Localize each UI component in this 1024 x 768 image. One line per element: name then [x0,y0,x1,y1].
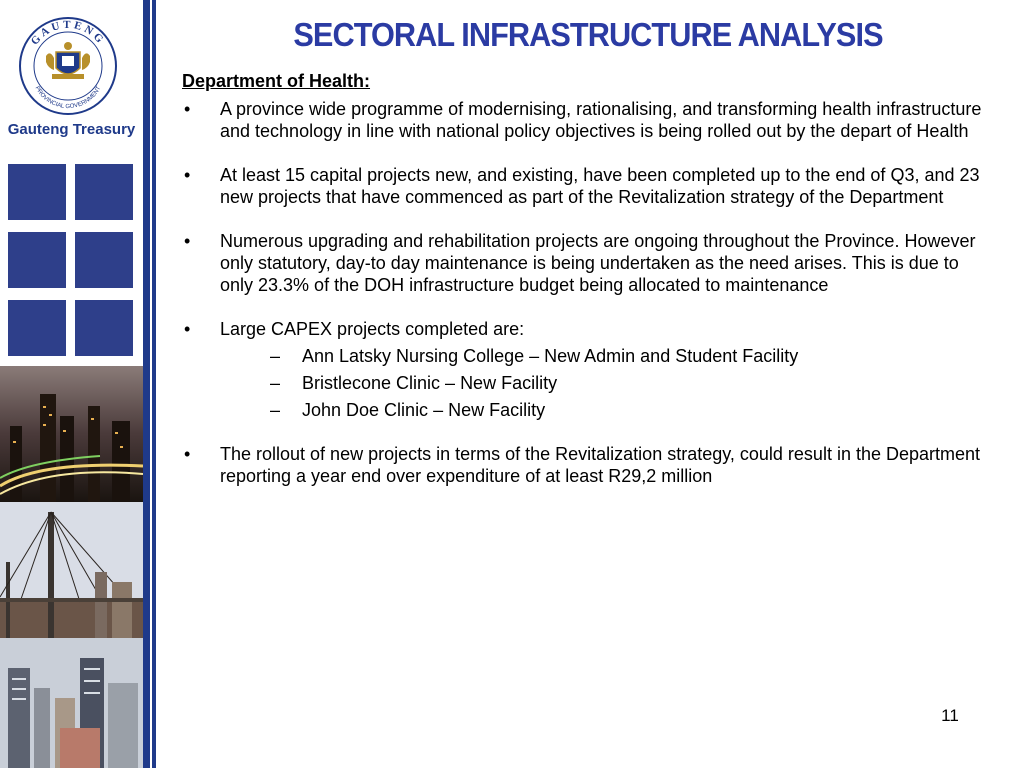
bullet-item [182,230,992,296]
slide-title: SECTORAL INFRASTRUCTURE ANALYSIS [293,16,883,53]
bullet-item [182,98,992,142]
svg-text:PROVINCIAL GOVERNMENT: PROVINCIAL GOVERNMENT [33,85,103,111]
sidebar-divider [143,0,150,768]
org-name: Gauteng Treasury [7,121,136,138]
bullet-marker: • [184,99,191,119]
decorative-tile [8,300,66,356]
bullet-text: Numerous upgrading and rehabilitation projects are ongoing throughout the Province. However only statutory, day-to day maintenance is being undertaken as the need arises. This is due to only 23.3% of the DOH infrastructure budget being allocated to maintenance [220,231,976,295]
bullet-item [182,318,992,421]
bridge-photo [0,502,143,638]
bullet-marker: • [184,231,191,251]
sub-bullet-item [220,345,992,367]
decorative-tile [75,300,133,356]
decorative-tile [75,232,133,288]
sidebar-divider [152,0,156,768]
sub-bullet-item [220,372,992,394]
bullet-text: Large CAPEX projects completed are: [220,319,525,339]
bullet-marker: • [184,319,191,339]
bullet-marker: • [184,165,191,185]
decorative-tile [8,164,66,220]
svg-text:GAUTENG: GAUTENG [28,18,108,48]
slide-content [182,70,992,509]
bullet-text: The rollout of new projects in terms of the Revitalization strategy, could result in the Department reporting a year end over expenditure of at least R29,2 million [220,444,981,486]
city-skyline-photo [0,638,143,768]
sub-bullet-marker: – [270,400,281,420]
night-city-photo [0,366,143,502]
bullet-marker: • [184,444,191,464]
section-heading: Department of Health: [182,71,371,91]
bullet-item [182,443,992,487]
sub-bullet-item [220,399,992,421]
bullet-item [182,164,992,208]
bullet-text: A province wide programme of modernising, rationalising, and transforming health infrastructure and technology in line with national policy objectives is being rolled out by the depart of Health [220,99,982,141]
sub-bullet-text: John Doe Clinic – New Facility [302,400,546,420]
decorative-tile [8,232,66,288]
sub-bullet-text: Ann Latsky Nursing College – New Admin and Student Facility [302,346,799,366]
bullet-text: At least 15 capital projects new, and existing, have been completed up to the end of Q3, and 23 new projects that have commenced as part of the Revitalization strategy of the Department [220,165,980,207]
decorative-tile [75,164,133,220]
sub-bullet-text: Bristlecone Clinic – New Facility [302,373,558,393]
page-number: 11 [941,706,959,725]
sidebar [0,0,143,768]
sub-bullet-marker: – [270,373,281,393]
sub-bullet-marker: – [270,346,281,366]
gauteng-crest-logo [18,16,118,116]
